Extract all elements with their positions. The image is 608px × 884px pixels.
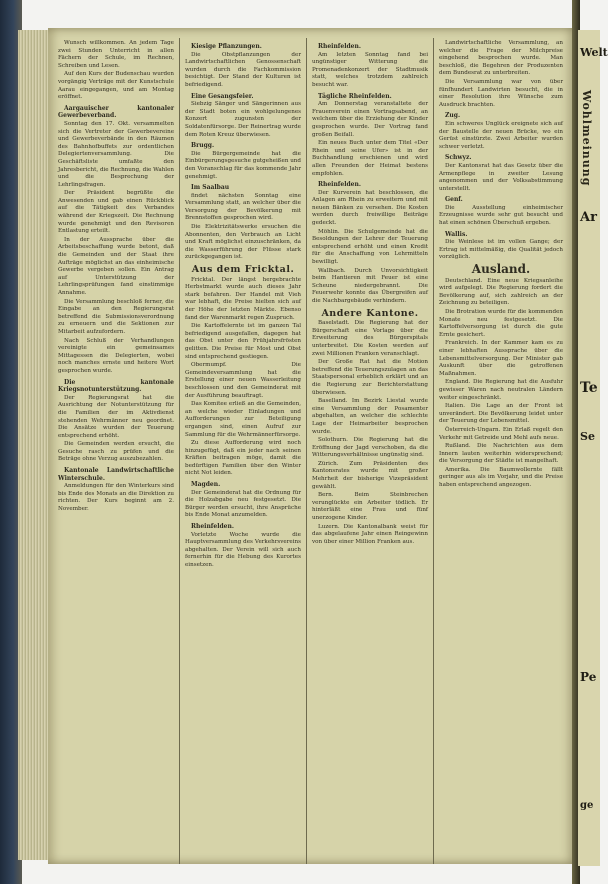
article-paragraph: Die Ausstellung einheimischer Erzeugnisse wurde sehr gut besucht und hat einen schönen Überschuß ergeben. — [439, 204, 563, 227]
article-paragraph: Die Gemeinden werden ersucht, die Gesuche rasch zu prüfen und die Beträge ohne Verzug auszubezahlen. — [58, 441, 174, 463]
article-paragraph: Möhlin. Die Schulgemeinde hat die Besoldungen der Lehrer der Teuerung entsprechend erhöht und einen Kredit für die Anschaffung von Lehrmitteln bewilligt. — [312, 228, 428, 266]
section-heading: Andere Kantone. — [321, 307, 419, 319]
article-paragraph: Ein neues Buch unter dem Titel «Der Rhein und seine Ufer» ist in der Buchhandlung erschienen und wird allen Freunden der Heimat bestens empfohlen. — [312, 140, 428, 177]
article-paragraph: Italien. Die Lage an der Front ist unverändert. Die Bevölkerung leidet unter der Teuerung der Lebensmittel. — [439, 403, 563, 425]
column-rule — [179, 38, 180, 864]
article-paragraph: Die Brotration wurde für die kommenden Monate neu festgesetzt. Die Kartoffelversorgung ist durch die gute Ernte gesichert. — [439, 309, 563, 338]
newspaper-page — [48, 28, 576, 864]
article-paragraph: Die Versammlung beschloß ferner, die Eingabe an den Regierungsrat betreffend die Submissionsverordnung zu erneuern und die Sektionen zur Mitarbeit aufzufordern. — [58, 298, 174, 335]
article-heading: Wallis. — [445, 230, 468, 238]
article-paragraph: Am letzten Sonntag fand bei ungünstiger Witterung die Promenadenkonzert der Stadtmusik statt, welches trotzdem zahlreich besucht war. — [312, 51, 428, 88]
column-1 — [58, 40, 174, 862]
column-3 — [312, 40, 428, 862]
next-page-fragment: Se — [580, 430, 595, 443]
article-paragraph: Ein schweres Unglück ereignete sich auf der Baustelle der neuen Brücke, wo ein Gerüst einstürzte. Zwei Arbeiter wurden schwer verletzt. — [439, 120, 563, 150]
article-paragraph: Der Große Rat hat die Motion betreffend die Teuerungszulagen an das Staatspersonal erheblich erklärt und an die Regierung zur Berichterstattung überwiesen. — [312, 359, 428, 396]
article-paragraph: Fricktal. Der längst hergebrachte Herbstmarkt wurde auch dieses Jahr stark befahren. Der Handel mit Vieh war lebhaft, die Preise hielten sich auf der Höhe der letzten Märkte. Ebenso fand der Warenmarkt regen Zuspruch. — [185, 276, 301, 321]
article-paragraph: Rußland. Die Nachrichten aus dem Innern lauten weiterhin widersprechend; die Versorgung der Städte ist mangelhaft. — [439, 443, 563, 465]
article-heading: Im Saalbau — [191, 184, 230, 192]
article-paragraph: Die Kartoffelernte ist im ganzen Tal befriedigend ausgefallen, dagegen hat das Obst unter den Frühjahrsfrösten gelitten. Die Preise für Most und Obst sind entsprechend gestiegen. — [185, 323, 301, 360]
article-paragraph: Siebzig Sänger und Sängerinnen aus der Stadt boten ein wohlgelungenes Konzert zugunsten der Soldatenfürsorge. Der Reinertrag wurde dem Roten Kreuz überwiesen. — [185, 101, 301, 138]
column-4 — [439, 40, 563, 862]
article-heading: Kiesige Pflanzungen. — [191, 43, 262, 50]
article-paragraph: England. Die Regierung hat die Ausfuhr gewisser Waren nach neutralen Ländern weiter eingeschränkt. — [439, 379, 563, 401]
article-heading: Schwyz. — [445, 154, 472, 162]
article-heading: Eine Gesangsfeier. — [191, 92, 254, 100]
article-paragraph: Nach Schluß der Verhandlungen vereinigte ein gemeinsames Mittagessen die Delegierten, wobei noch manches ernste und heitere Wort gesprochen wurde. — [58, 337, 174, 374]
article-heading: Rheinfelden. — [318, 43, 361, 50]
next-page-fragment: Te — [580, 380, 598, 396]
article-heading: Kantonale Landwirtschaftliche Winterschule. — [58, 467, 174, 482]
article-paragraph: In der Aussprache über die Arbeitsbeschaffung wurde betont, daß die Gemeinden und der Staat ihre Aufträge möglichst an das einheimische Gewerbe vergeben sollen. Ein Antrag auf Unterstützung der Lehrlingsprüfungen fand einstimmige Annahme. — [58, 236, 174, 296]
next-page-fragment: Welt — [580, 46, 608, 59]
article-paragraph: Der Präsident begrüßte die Anwesenden und gab einen Rückblick auf die Tätigkeit des Verbandes während der Kriegszeit. Die Rechnung wurde genehmigt und den Revisoren Entlastung erteilt. — [58, 190, 174, 235]
article-heading: Die kantonale Kriegsnotunterstützung. — [58, 378, 174, 394]
article-paragraph: Der Kantonsrat hat das Gesetz über die Armenpflege in zweiter Lesung angenommen und der Volksabstimmung unterstellt. — [439, 162, 563, 192]
article-heading: Zug. — [445, 112, 461, 120]
article-heading: Brugg. — [191, 142, 215, 150]
article-paragraph: Solothurn. Die Regierung hat die Eröffnung der Jagd verschoben, da die Witterungsverhältnisse ungünstig sind. — [312, 437, 428, 459]
article-paragraph: Landwirtschaftliche Versammlung, an welcher die Frage der Milchpreise eingehend besprochen wurde. Man beschloß, die Begehren der Produzenten dem Bundesrat zu unterbreiten. — [439, 40, 563, 77]
article-paragraph: Die Elektrizitätswerke ersuchen die Abonnenten, den Verbrauch an Licht und Kraft möglichst einzuschränken, da die Wasserführung der Flüsse stark zurückgegangen ist. — [185, 224, 301, 261]
column-rule — [306, 38, 307, 864]
article-paragraph: Der Kurverein hat beschlossen, die Anlagen am Rhein zu erweitern und mit neuen Bänken zu versehen. Die Kosten werden durch freiwillige Beiträge gedeckt. — [312, 189, 428, 227]
article-paragraph: Die Bürgergemeinde hat die Einbürgerungsgesuche gutgeheißen und den Voranschlag für das kommende Jahr genehmigt. — [185, 150, 301, 180]
section-heading: Aus dem Fricktal. — [191, 264, 295, 276]
article-paragraph: Amerika. Die Baumwollernte fällt geringer aus als im Vorjahr, und die Preise haben entsprechend angezogen. — [439, 466, 563, 489]
article-paragraph: Am Donnerstag veranstaltete der Frauenverein einen Vortragsabend, an welchem über die Erziehung der Kinder gesprochen wurde. Der Vortrag fand großen Beifall. — [312, 101, 428, 138]
column-2 — [185, 40, 301, 862]
article-heading: Aargauischer kantonaler Gewerbeverband. — [58, 104, 174, 120]
article-paragraph: Frankreich. In der Kammer kam es zu einer lebhaften Aussprache über die Lebensmittelversorgung. Der Minister gab Auskunft über die getroffenen Maßnahmen. — [439, 340, 563, 377]
article-heading: Genf. — [445, 196, 463, 204]
article-paragraph: Auf den Kurs der Budenschau wurden vorgängig Verträge mit der Kunstschule Aarau eingegangen, und am Montag eröffnet. — [58, 71, 174, 101]
article-paragraph: Österreich-Ungarn. Ein Erlaß regelt den Verkehr mit Getreide und Mehl aufs neue. — [439, 426, 563, 441]
article-paragraph: Deutschland. Eine neue Kriegsanleihe wird aufgelegt. Die Regierung fordert die Bevölkerung auf, sich zahlreich an der Zeichnung zu beteiligen. — [439, 277, 563, 307]
article-paragraph: Bern. Beim Steinbrechen verunglückte ein Arbeiter tödlich. Er hinterläßt eine Frau und fünf unerzogene Kinder. — [312, 492, 428, 522]
article-paragraph: Vorletzte Woche wurde die Hauptversammlung des Verkehrsvereins abgehalten. Der Verein will sich auch fernerhin für die Hebung des Kurortes einsetzen. — [185, 531, 301, 568]
article-paragraph: Luzern. Die Kantonalbank weist für das abgelaufene Jahr einen Reingewinn von über einer Million Franken aus. — [312, 523, 428, 545]
article-paragraph: Anmeldungen für den Winterkurs sind bis Ende des Monats an die Direktion zu richten. Der Kurs beginnt am 2. November. — [58, 483, 174, 513]
article-paragraph: Baselstadt. Die Regierung hat der Bürgerschaft eine Vorlage über die Erweiterung des Bürgerspitals unterbreitet. Die Kosten werden auf zwei Millionen Franken veranschlagt. — [312, 320, 428, 357]
article-paragraph: findet nächsten Sonntag eine Versammlung statt, an welcher über die Versorgung der Bevölkerung mit Brennstoffen gesprochen wird. — [185, 192, 301, 222]
article-heading: Tägliche Rheinfelden. — [318, 92, 392, 100]
article-paragraph: Das Komitee erließ an die Gemeinden, an welche wieder Einladungen und Aufforderungen zur Beteiligung ergangen sind, einen Aufruf zur Sammlung für die Wehrmännerfürsorge. — [185, 401, 301, 438]
article-heading: Rheinfelden. — [318, 181, 361, 189]
article-heading: Magden. — [191, 481, 221, 489]
next-page-vertical-title: Wohlmeinung — [580, 90, 593, 187]
next-page-fragment: Ar — [580, 210, 597, 225]
article-paragraph: Der Gemeinderat hat die Ordnung für die Holzabgabe neu festgesetzt. Die Bürger werden ersucht, ihre Ansprüche bis Ende Monat anzumelden. — [185, 489, 301, 519]
next-page-fragment: ge — [580, 800, 594, 811]
article-paragraph: Zürich. Zum Präsidenten des Kantonsrates wurde mit großer Mehrheit der bisherige Vizepräsident gewählt. — [312, 460, 428, 490]
article-heading: Rheinfelden. — [191, 523, 234, 531]
article-paragraph: Obermumpf. Die Gemeindeversammlung hat die Erstellung einer neuen Wasserleitung beschlossen und den Gemeinderat mit der Ausführung beauftragt. — [185, 362, 301, 399]
article-paragraph: Die Versammlung war von über fünfhundert Landwirten besucht, die in einer Resolution ihre Wünsche zum Ausdruck brachten. — [439, 78, 563, 108]
article-paragraph: Zu diese Aufforderung wird noch hinzugefügt, daß ein jeder nach seinen Kräften beitragen möge, damit die bedürftigen Familien über den Winter nicht Not leiden. — [185, 440, 301, 477]
section-heading: Ausland. — [471, 262, 531, 277]
article-paragraph: Wallbach. Durch Unvorsichtigkeit beim Hantieren mit Feuer ist eine Scheune niedergebrannt. Die Feuerwehr konnte das Übergreifen auf die Nachbargebäude verhindern. — [312, 267, 428, 304]
article-paragraph: Die Weinlese ist im vollen Gange; der Ertrag ist mittelmäßig, die Qualität jedoch vorzüglich. — [439, 239, 563, 261]
article-paragraph: Wunsch willkommen. An jedem Tage zwei Stunden Unterricht in allen Fächern der Schule, im Rechnen, Schreiben und Lesen. — [58, 40, 174, 69]
article-paragraph: Sonntag den 17. Okt. versammelten sich die Vertreter der Gewerbevereine und Gewerbeverbände in den Räumen des Bahnhofbuffets zur ordentlichen Delegiertenversammlung. Die Geschäftsliste umfaßte den Jahresbericht, die Rechnung, die Wahlen und die Besprechung der Lehrlingsfragen. — [58, 120, 174, 188]
next-page-fragment: Pe — [580, 670, 597, 684]
article-paragraph: Der Regierungsrat hat die Ausrichtung der Notunterstützung für die Familien der im Aktivdienst stehenden Wehrmänner neu geordnet. Die Ansätze wurden der Teuerung entsprechend erhöht. — [58, 394, 174, 439]
next-page-edge — [578, 30, 608, 866]
column-rule — [433, 38, 434, 864]
article-paragraph: Die Obstpflanzungen der Landwirtschaftlichen Genossenschaft wurden durch die Fachkommission besichtigt. Der Stand der Kulturen ist befriedigend. — [185, 51, 301, 88]
article-paragraph: Baselland. Im Bezirk Liestal wurde eine Versammlung der Posamenter abgehalten, an welcher die schlechte Lage der Heimarbeiter besprochen wurde. — [312, 398, 428, 435]
